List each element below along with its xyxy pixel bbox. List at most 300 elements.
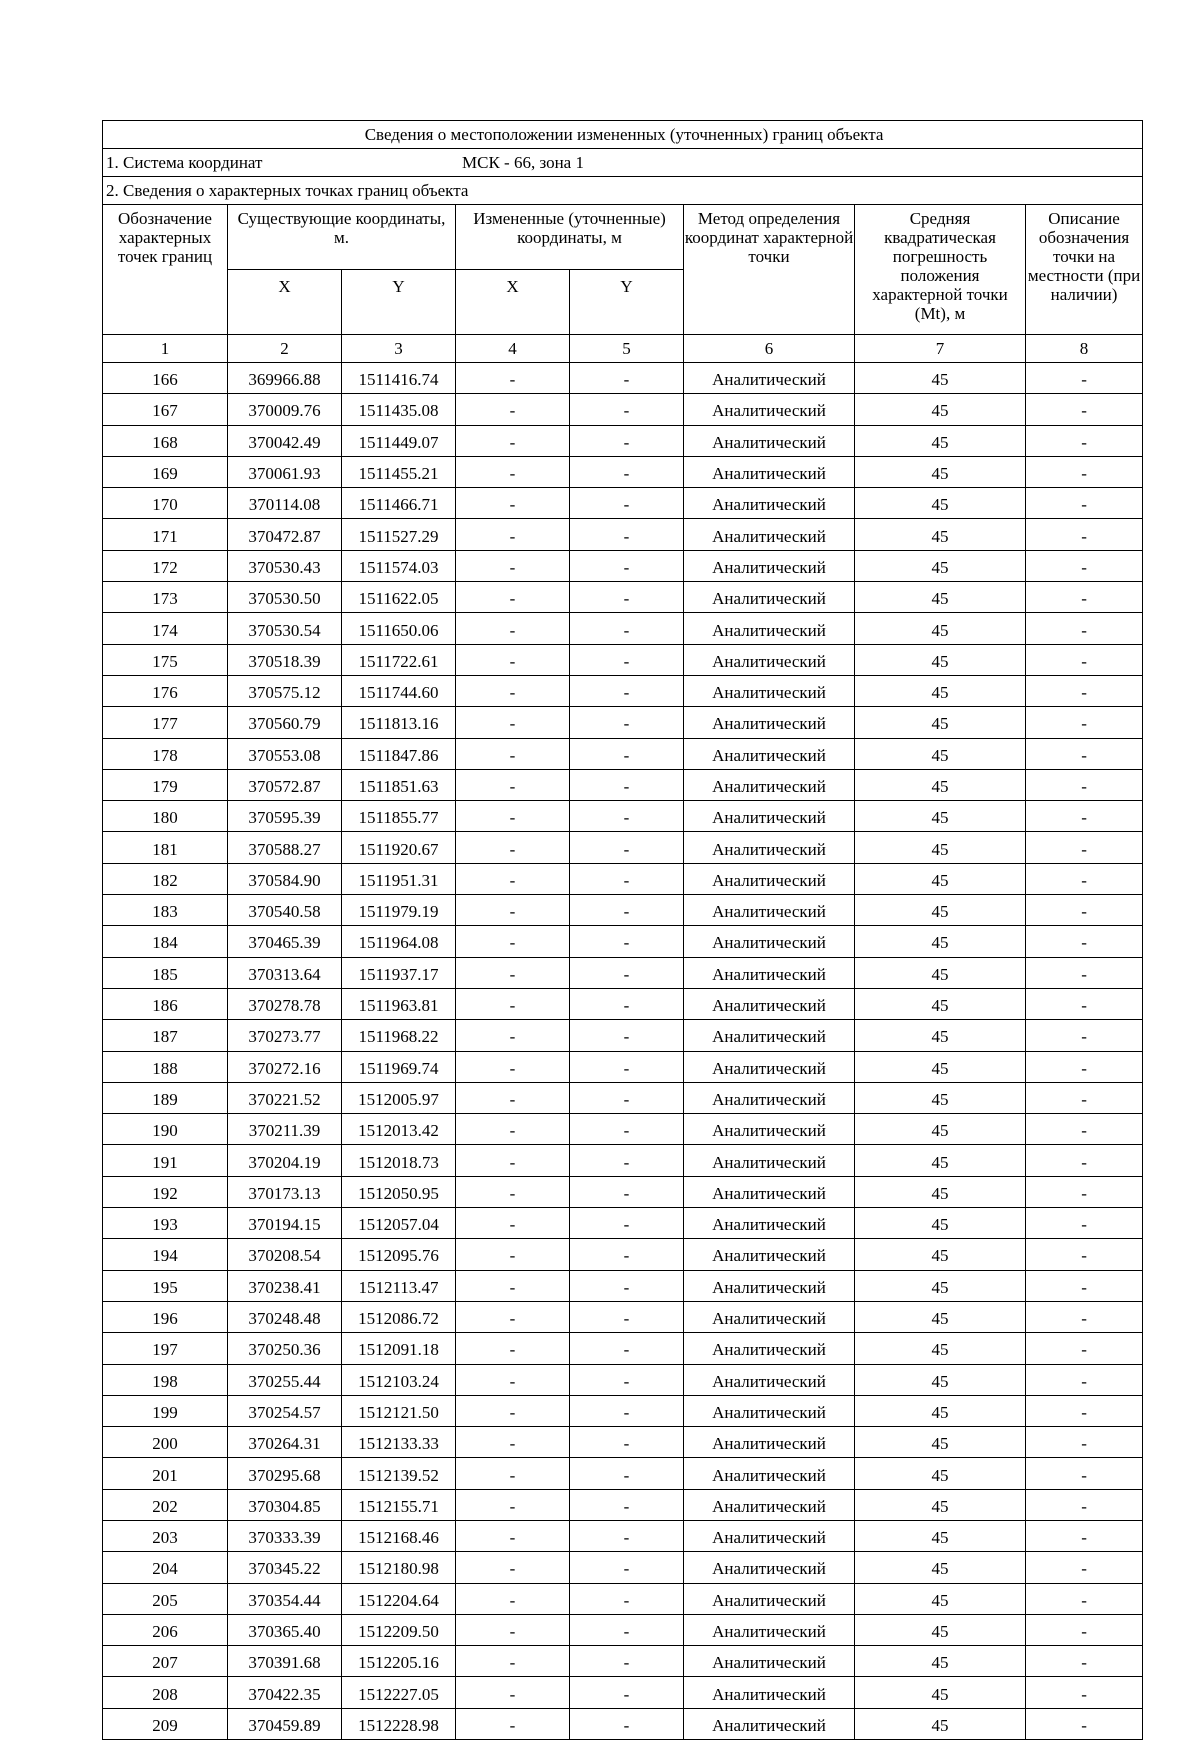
cell-mean-error: 45: [855, 394, 1026, 425]
cell-changed-y: -: [570, 675, 684, 706]
cell-changed-x: -: [456, 1395, 570, 1426]
cell-existing-x: 370221.52: [228, 1082, 342, 1113]
cell-mean-error: 45: [855, 613, 1026, 644]
cell-description: -: [1026, 1708, 1143, 1739]
cell-existing-y: 1512139.52: [342, 1458, 456, 1489]
cell-existing-x: 370530.50: [228, 582, 342, 613]
cell-changed-x: -: [456, 1270, 570, 1301]
cell-changed-x: -: [456, 488, 570, 519]
cell-changed-y: -: [570, 1333, 684, 1364]
cell-method: Аналитический: [684, 926, 855, 957]
cell-mean-error: 45: [855, 363, 1026, 394]
cell-description: -: [1026, 425, 1143, 456]
header-existing-x: X: [228, 270, 342, 335]
cell-existing-y: 1511979.19: [342, 895, 456, 926]
table-row: [103, 738, 1143, 769]
cell-point-number: 198: [103, 1364, 228, 1395]
table-row: [103, 1458, 1143, 1489]
cell-existing-y: 1511951.31: [342, 863, 456, 894]
cell-method: Аналитический: [684, 1708, 855, 1739]
cell-existing-x: 370250.36: [228, 1333, 342, 1364]
cell-existing-x: 370204.19: [228, 1145, 342, 1176]
cell-existing-x: 370365.40: [228, 1614, 342, 1645]
cell-changed-y: -: [570, 613, 684, 644]
cell-changed-x: -: [456, 1489, 570, 1520]
cell-description: -: [1026, 644, 1143, 675]
section-2-heading: 2. Сведения о характерных точках границ объекта: [103, 177, 1143, 205]
coord-system-row: [103, 149, 1143, 177]
cell-point-number: 195: [103, 1270, 228, 1301]
cell-changed-x: -: [456, 832, 570, 863]
cell-point-number: 184: [103, 926, 228, 957]
cell-method: Аналитический: [684, 1614, 855, 1645]
table-row: [103, 1552, 1143, 1583]
cell-mean-error: 45: [855, 456, 1026, 487]
table-row: [103, 1208, 1143, 1239]
cell-changed-x: -: [456, 707, 570, 738]
table-row: [103, 1708, 1143, 1739]
cell-changed-y: -: [570, 1051, 684, 1082]
cell-existing-y: 1511455.21: [342, 456, 456, 487]
table-row: [103, 1520, 1143, 1551]
cell-existing-x: 370304.85: [228, 1489, 342, 1520]
cell-method: Аналитический: [684, 1333, 855, 1364]
cell-method: Аналитический: [684, 1552, 855, 1583]
cell-description: -: [1026, 926, 1143, 957]
cell-existing-x: 370584.90: [228, 863, 342, 894]
cell-existing-x: 370313.64: [228, 957, 342, 988]
cell-method: Аналитический: [684, 363, 855, 394]
table-row: [103, 1270, 1143, 1301]
cell-point-number: 194: [103, 1239, 228, 1270]
cell-existing-x: 370575.12: [228, 675, 342, 706]
table-row: [103, 707, 1143, 738]
cell-mean-error: 45: [855, 1646, 1026, 1677]
cell-changed-x: -: [456, 738, 570, 769]
cell-mean-error: 45: [855, 1458, 1026, 1489]
cell-point-number: 189: [103, 1082, 228, 1113]
cell-point-number: 177: [103, 707, 228, 738]
cell-existing-y: 1512155.71: [342, 1489, 456, 1520]
cell-mean-error: 45: [855, 1176, 1026, 1207]
cell-existing-y: 1511622.05: [342, 582, 456, 613]
cell-method: Аналитический: [684, 707, 855, 738]
cell-method: Аналитический: [684, 1176, 855, 1207]
cell-existing-x: 370248.48: [228, 1301, 342, 1332]
cell-description: -: [1026, 1646, 1143, 1677]
table-row: [103, 863, 1143, 894]
cell-existing-x: 370114.08: [228, 488, 342, 519]
cell-existing-y: 1512086.72: [342, 1301, 456, 1332]
cell-changed-y: -: [570, 1583, 684, 1614]
cell-existing-y: 1512005.97: [342, 1082, 456, 1113]
cell-mean-error: 45: [855, 1708, 1026, 1739]
table-row: [103, 1364, 1143, 1395]
table-row: [103, 582, 1143, 613]
header-point-designation: Обозначение характерных точек границ: [103, 205, 228, 335]
cell-point-number: 171: [103, 519, 228, 550]
cell-existing-x: 370295.68: [228, 1458, 342, 1489]
cell-changed-y: -: [570, 707, 684, 738]
cell-existing-x: 370518.39: [228, 644, 342, 675]
cell-changed-y: -: [570, 1020, 684, 1051]
cell-mean-error: 45: [855, 550, 1026, 581]
cell-mean-error: 45: [855, 675, 1026, 706]
cell-mean-error: 45: [855, 1427, 1026, 1458]
table-row: [103, 1583, 1143, 1614]
column-number: 2: [228, 335, 342, 363]
cell-existing-y: 1512205.16: [342, 1646, 456, 1677]
table-row: [103, 895, 1143, 926]
table-row: [103, 394, 1143, 425]
cell-point-number: 169: [103, 456, 228, 487]
cell-changed-y: -: [570, 394, 684, 425]
table-row: [103, 488, 1143, 519]
cell-existing-y: 1512180.98: [342, 1552, 456, 1583]
table-row: [103, 957, 1143, 988]
cell-existing-y: 1512228.98: [342, 1708, 456, 1739]
cell-changed-x: -: [456, 1333, 570, 1364]
cell-mean-error: 45: [855, 425, 1026, 456]
table-row: [103, 1239, 1143, 1270]
cell-changed-y: -: [570, 519, 684, 550]
cell-description: -: [1026, 1051, 1143, 1082]
cell-description: -: [1026, 832, 1143, 863]
cell-existing-x: 370238.41: [228, 1270, 342, 1301]
cell-point-number: 208: [103, 1677, 228, 1708]
header-description: Описание обозначения точки на местности (при наличии): [1026, 205, 1143, 335]
table-row: [103, 550, 1143, 581]
cell-changed-y: -: [570, 363, 684, 394]
cell-method: Аналитический: [684, 1458, 855, 1489]
cell-existing-y: 1511744.60: [342, 675, 456, 706]
cell-point-number: 200: [103, 1427, 228, 1458]
cell-mean-error: 45: [855, 988, 1026, 1019]
cell-existing-y: 1511416.74: [342, 363, 456, 394]
cell-existing-x: 370211.39: [228, 1114, 342, 1145]
cell-changed-y: -: [570, 1270, 684, 1301]
cell-description: -: [1026, 957, 1143, 988]
cell-existing-x: 370588.27: [228, 832, 342, 863]
cell-existing-x: 370472.87: [228, 519, 342, 550]
cell-method: Аналитический: [684, 895, 855, 926]
cell-changed-x: -: [456, 1301, 570, 1332]
cell-point-number: 170: [103, 488, 228, 519]
cell-description: -: [1026, 1520, 1143, 1551]
column-number: 5: [570, 335, 684, 363]
cell-method: Аналитический: [684, 644, 855, 675]
cell-changed-y: -: [570, 1114, 684, 1145]
cell-changed-y: -: [570, 1239, 684, 1270]
cell-changed-y: -: [570, 1708, 684, 1739]
cell-existing-x: 370273.77: [228, 1020, 342, 1051]
cell-method: Аналитический: [684, 1051, 855, 1082]
cell-existing-x: 370459.89: [228, 1708, 342, 1739]
cell-existing-y: 1511920.67: [342, 832, 456, 863]
cell-changed-x: -: [456, 1020, 570, 1051]
cell-existing-y: 1512121.50: [342, 1395, 456, 1426]
cell-changed-y: -: [570, 488, 684, 519]
cell-point-number: 174: [103, 613, 228, 644]
cell-existing-y: 1512227.05: [342, 1677, 456, 1708]
cell-existing-y: 1512113.47: [342, 1270, 456, 1301]
cell-mean-error: 45: [855, 926, 1026, 957]
cell-description: -: [1026, 988, 1143, 1019]
cell-changed-y: -: [570, 1427, 684, 1458]
cell-point-number: 168: [103, 425, 228, 456]
cell-mean-error: 45: [855, 582, 1026, 613]
table-row: [103, 1614, 1143, 1645]
cell-point-number: 183: [103, 895, 228, 926]
cell-changed-y: -: [570, 1520, 684, 1551]
coord-system-value: МСК - 66, зона 1: [462, 153, 584, 172]
table-row: [103, 519, 1143, 550]
cell-existing-x: 370173.13: [228, 1176, 342, 1207]
cell-method: Аналитический: [684, 738, 855, 769]
cell-existing-y: 1511527.29: [342, 519, 456, 550]
cell-existing-x: 370422.35: [228, 1677, 342, 1708]
cell-method: Аналитический: [684, 1677, 855, 1708]
cell-point-number: 188: [103, 1051, 228, 1082]
cell-changed-x: -: [456, 957, 570, 988]
cell-existing-y: 1511847.86: [342, 738, 456, 769]
table-title: Сведения о местоположении измененных (уточненных) границ объекта: [103, 121, 1143, 149]
cell-changed-x: -: [456, 456, 570, 487]
cell-description: -: [1026, 394, 1143, 425]
cell-changed-x: -: [456, 1708, 570, 1739]
header-existing-y: Y: [342, 270, 456, 335]
boundary-points-table: [102, 120, 1143, 1740]
cell-mean-error: 45: [855, 1489, 1026, 1520]
cell-existing-x: 370530.43: [228, 550, 342, 581]
cell-point-number: 199: [103, 1395, 228, 1426]
cell-method: Аналитический: [684, 988, 855, 1019]
cell-point-number: 185: [103, 957, 228, 988]
cell-existing-y: 1511851.63: [342, 769, 456, 800]
cell-changed-y: -: [570, 769, 684, 800]
cell-existing-y: 1512204.64: [342, 1583, 456, 1614]
cell-method: Аналитический: [684, 1082, 855, 1113]
cell-mean-error: 45: [855, 801, 1026, 832]
cell-existing-y: 1511449.07: [342, 425, 456, 456]
cell-existing-y: 1512168.46: [342, 1520, 456, 1551]
cell-existing-x: 370391.68: [228, 1646, 342, 1677]
cell-method: Аналитический: [684, 769, 855, 800]
cell-changed-y: -: [570, 1614, 684, 1645]
cell-existing-y: 1511963.81: [342, 988, 456, 1019]
cell-method: Аналитический: [684, 801, 855, 832]
cell-description: -: [1026, 582, 1143, 613]
cell-mean-error: 45: [855, 1552, 1026, 1583]
cell-existing-x: 370208.54: [228, 1239, 342, 1270]
cell-mean-error: 45: [855, 1020, 1026, 1051]
cell-changed-x: -: [456, 1583, 570, 1614]
cell-method: Аналитический: [684, 957, 855, 988]
cell-description: -: [1026, 1427, 1143, 1458]
cell-changed-x: -: [456, 425, 570, 456]
cell-point-number: 207: [103, 1646, 228, 1677]
header-mean-error: Средняя квадратическая погрешность положения характерной точки (Mt), м: [855, 205, 1026, 335]
cell-point-number: 172: [103, 550, 228, 581]
cell-method: Аналитический: [684, 1145, 855, 1176]
table-row: [103, 1333, 1143, 1364]
table-row: [103, 1145, 1143, 1176]
table-row: [103, 644, 1143, 675]
cell-changed-y: -: [570, 1677, 684, 1708]
cell-changed-x: -: [456, 1614, 570, 1645]
table-row: [103, 1677, 1143, 1708]
table-row: [103, 1082, 1143, 1113]
column-number: 7: [855, 335, 1026, 363]
cell-point-number: 186: [103, 988, 228, 1019]
table-row: [103, 1114, 1143, 1145]
cell-mean-error: 45: [855, 832, 1026, 863]
cell-description: -: [1026, 675, 1143, 706]
cell-existing-x: 370009.76: [228, 394, 342, 425]
cell-changed-x: -: [456, 1208, 570, 1239]
cell-method: Аналитический: [684, 1646, 855, 1677]
cell-changed-x: -: [456, 1051, 570, 1082]
cell-changed-x: -: [456, 613, 570, 644]
cell-mean-error: 45: [855, 863, 1026, 894]
cell-method: Аналитический: [684, 1489, 855, 1520]
cell-changed-x: -: [456, 582, 570, 613]
cell-changed-y: -: [570, 550, 684, 581]
cell-changed-x: -: [456, 801, 570, 832]
cell-existing-x: 370042.49: [228, 425, 342, 456]
cell-existing-x: 370595.39: [228, 801, 342, 832]
cell-description: -: [1026, 738, 1143, 769]
cell-changed-x: -: [456, 769, 570, 800]
cell-point-number: 173: [103, 582, 228, 613]
cell-method: Аналитический: [684, 1239, 855, 1270]
cell-changed-x: -: [456, 1427, 570, 1458]
table-row: [103, 425, 1143, 456]
cell-mean-error: 45: [855, 1333, 1026, 1364]
boundary-points-document: [102, 120, 1142, 1740]
cell-mean-error: 45: [855, 707, 1026, 738]
cell-existing-y: 1512050.95: [342, 1176, 456, 1207]
table-row: [103, 832, 1143, 863]
cell-point-number: 204: [103, 1552, 228, 1583]
cell-changed-x: -: [456, 1677, 570, 1708]
cell-changed-y: -: [570, 863, 684, 894]
table-row: [103, 1020, 1143, 1051]
cell-mean-error: 45: [855, 1239, 1026, 1270]
cell-method: Аналитический: [684, 1395, 855, 1426]
cell-description: -: [1026, 1301, 1143, 1332]
cell-existing-x: 370572.87: [228, 769, 342, 800]
cell-point-number: 209: [103, 1708, 228, 1739]
cell-method: Аналитический: [684, 519, 855, 550]
table-row: [103, 1646, 1143, 1677]
table-row: [103, 1176, 1143, 1207]
table-row: [103, 1427, 1143, 1458]
cell-existing-x: 370278.78: [228, 988, 342, 1019]
cell-changed-x: -: [456, 1364, 570, 1395]
cell-changed-y: -: [570, 456, 684, 487]
cell-point-number: 192: [103, 1176, 228, 1207]
cell-description: -: [1026, 1082, 1143, 1113]
cell-description: -: [1026, 1614, 1143, 1645]
cell-existing-x: 370333.39: [228, 1520, 342, 1551]
cell-existing-x: 370264.31: [228, 1427, 342, 1458]
table-row: [103, 1395, 1143, 1426]
cell-point-number: 166: [103, 363, 228, 394]
coord-system-label: 1. Система координат: [106, 153, 263, 172]
cell-existing-y: 1511466.71: [342, 488, 456, 519]
cell-description: -: [1026, 1239, 1143, 1270]
cell-description: -: [1026, 456, 1143, 487]
cell-mean-error: 45: [855, 738, 1026, 769]
cell-description: -: [1026, 1020, 1143, 1051]
cell-description: -: [1026, 1489, 1143, 1520]
cell-description: -: [1026, 1583, 1143, 1614]
cell-point-number: 190: [103, 1114, 228, 1145]
cell-method: Аналитический: [684, 1583, 855, 1614]
cell-existing-x: 369966.88: [228, 363, 342, 394]
cell-point-number: 203: [103, 1520, 228, 1551]
table-row: [103, 1489, 1143, 1520]
cell-changed-x: -: [456, 675, 570, 706]
cell-method: Аналитический: [684, 863, 855, 894]
cell-mean-error: 45: [855, 1051, 1026, 1082]
cell-changed-x: -: [456, 895, 570, 926]
cell-existing-y: 1511969.74: [342, 1051, 456, 1082]
cell-point-number: 178: [103, 738, 228, 769]
cell-changed-y: -: [570, 1458, 684, 1489]
cell-changed-x: -: [456, 519, 570, 550]
cell-existing-y: 1512209.50: [342, 1614, 456, 1645]
cell-changed-y: -: [570, 1208, 684, 1239]
cell-changed-y: -: [570, 644, 684, 675]
cell-changed-y: -: [570, 957, 684, 988]
cell-changed-x: -: [456, 1239, 570, 1270]
cell-mean-error: 45: [855, 1114, 1026, 1145]
cell-mean-error: 45: [855, 1208, 1026, 1239]
cell-point-number: 182: [103, 863, 228, 894]
header-changed-coords: Измененные (уточненные) координаты, м: [456, 205, 684, 270]
cell-description: -: [1026, 1364, 1143, 1395]
header-existing-coords: Существующие координаты, м.: [228, 205, 456, 270]
table-row: [103, 613, 1143, 644]
cell-changed-x: -: [456, 1520, 570, 1551]
cell-changed-y: -: [570, 1552, 684, 1583]
cell-mean-error: 45: [855, 769, 1026, 800]
column-number: 6: [684, 335, 855, 363]
cell-changed-y: -: [570, 425, 684, 456]
cell-description: -: [1026, 550, 1143, 581]
cell-point-number: 205: [103, 1583, 228, 1614]
header-changed-x: X: [456, 270, 570, 335]
cell-method: Аналитический: [684, 456, 855, 487]
cell-changed-x: -: [456, 1082, 570, 1113]
cell-description: -: [1026, 1270, 1143, 1301]
cell-existing-y: 1511964.08: [342, 926, 456, 957]
cell-existing-y: 1511855.77: [342, 801, 456, 832]
cell-changed-x: -: [456, 863, 570, 894]
cell-existing-x: 370530.54: [228, 613, 342, 644]
header-method: Метод определения координат характерной точки: [684, 205, 855, 335]
cell-changed-y: -: [570, 988, 684, 1019]
cell-description: -: [1026, 519, 1143, 550]
header-changed-y: Y: [570, 270, 684, 335]
cell-description: -: [1026, 707, 1143, 738]
cell-description: -: [1026, 1458, 1143, 1489]
cell-point-number: 202: [103, 1489, 228, 1520]
cell-method: Аналитический: [684, 582, 855, 613]
cell-existing-y: 1511813.16: [342, 707, 456, 738]
